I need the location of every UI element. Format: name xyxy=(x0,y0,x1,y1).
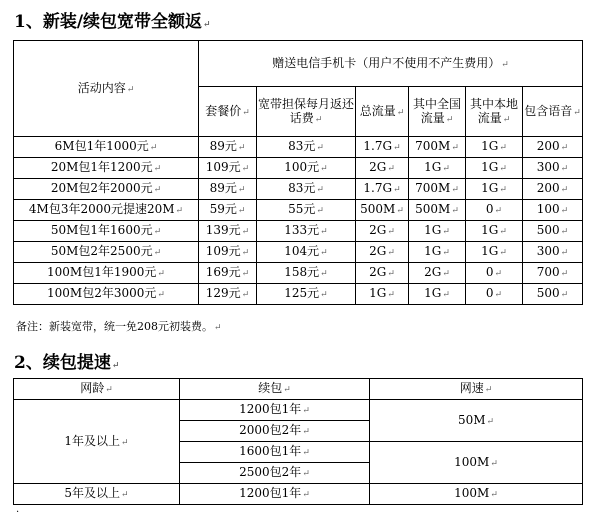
col-header-price: 套餐价↵ xyxy=(199,87,257,137)
cell-activity: 20M包1年1200元↵ xyxy=(14,158,199,179)
cell-total: 2G↵ xyxy=(356,263,409,284)
cell-price: 109元↵ xyxy=(199,158,257,179)
cell-rebate: 133元↵ xyxy=(257,221,356,242)
cell-voice: 200↵ xyxy=(523,179,583,200)
cell-rebate: 83元↵ xyxy=(257,137,356,158)
col-header-total: 总流量↵ xyxy=(356,87,409,137)
table-row xyxy=(14,284,583,305)
cell-voice: 500↵ xyxy=(523,284,583,305)
col-header-voice: 包含语音↵ xyxy=(523,87,583,137)
header-renewal: 续包↵ xyxy=(180,379,370,400)
cell-local: 1G↵ xyxy=(466,137,523,158)
cell-local: 1G↵ xyxy=(466,158,523,179)
cell-total: 500M↵ xyxy=(356,200,409,221)
cell-local: 1G↵ xyxy=(466,242,523,263)
cell-activity: 50M包2年2500元↵ xyxy=(14,242,199,263)
cell-national: 1G↵ xyxy=(409,221,466,242)
table-row xyxy=(14,221,583,242)
cell-price: 89元↵ xyxy=(199,137,257,158)
cell-total: 1.7G↵ xyxy=(356,179,409,200)
table-row xyxy=(14,200,583,221)
cell-local: 0↵ xyxy=(466,284,523,305)
cell-package: 1200包1年↵ xyxy=(180,484,370,505)
table-row xyxy=(14,263,583,284)
cell-total: 2G↵ xyxy=(356,242,409,263)
cell-price: 89元↵ xyxy=(199,179,257,200)
cell-local: 1G↵ xyxy=(466,221,523,242)
cell-price: 169元↵ xyxy=(199,263,257,284)
cell-voice: 300↵ xyxy=(523,242,583,263)
table-row xyxy=(14,242,583,263)
cell-national: 1G↵ xyxy=(409,158,466,179)
cell-voice: 500↵ xyxy=(523,221,583,242)
cell-activity: 4M包3年2000元提速20M↵ xyxy=(14,200,199,221)
table-row xyxy=(14,158,583,179)
col-header-rebate: 宽带担保每月返还话费↵ xyxy=(257,87,356,137)
cell-national: 2G↵ xyxy=(409,263,466,284)
cell-package: 1600包1年↵ xyxy=(180,442,370,463)
cell-total: 2G↵ xyxy=(356,158,409,179)
cell-rebate: 104元↵ xyxy=(257,242,356,263)
cell-age-group: 1年及以上↵ xyxy=(14,400,180,484)
cell-rebate: 83元↵ xyxy=(257,179,356,200)
cell-total: 2G↵ xyxy=(356,221,409,242)
cell-rebate: 100元↵ xyxy=(257,158,356,179)
cell-activity: 100M包1年1900元↵ xyxy=(14,263,199,284)
cell-price: 109元↵ xyxy=(199,242,257,263)
table-row xyxy=(14,137,583,158)
gift-header: 赠送电信手机卡（用户不使用不产生费用）↵ xyxy=(199,41,583,87)
cell-speed: 100M↵ xyxy=(370,484,583,505)
cell-rebate: 125元↵ xyxy=(257,284,356,305)
cell-activity: 6M包1年1000元↵ xyxy=(14,137,199,158)
section-2-title: 2、续包提速↵ xyxy=(14,353,120,373)
cell-national: 500M↵ xyxy=(409,200,466,221)
cell-activity: 100M包2年3000元↵ xyxy=(14,284,199,305)
renewal-speed-table xyxy=(13,378,583,505)
cell-local: 0↵ xyxy=(466,200,523,221)
cell-national: 1G↵ xyxy=(409,242,466,263)
cell-rebate: 158元↵ xyxy=(257,263,356,284)
cell-speed: 50M↵ xyxy=(370,400,583,442)
cell-rebate: 55元↵ xyxy=(257,200,356,221)
cell-package: 1200包1年↵ xyxy=(180,400,370,421)
col-header-national: 其中全国流量↵ xyxy=(409,87,466,137)
cell-price: 59元↵ xyxy=(199,200,257,221)
cell-package: 2000包2年↵ xyxy=(180,421,370,442)
header-speed: 网速↵ xyxy=(370,379,583,400)
section-1-title: 1、新装/续包宽带全额返↵ xyxy=(14,12,211,32)
cell-activity: 20M包2年2000元↵ xyxy=(14,179,199,200)
cell-total: 1G↵ xyxy=(356,284,409,305)
col-header-local: 其中本地流量↵ xyxy=(466,87,523,137)
cell-age-group: 5年及以上↵ xyxy=(14,484,180,505)
full-rebate-table xyxy=(13,40,583,305)
cell-voice: 200↵ xyxy=(523,137,583,158)
cell-total: 1.7G↵ xyxy=(356,137,409,158)
cell-national: 1G↵ xyxy=(409,284,466,305)
cell-voice: 700↵ xyxy=(523,263,583,284)
cell-voice: 300↵ xyxy=(523,158,583,179)
cell-package: 2500包2年↵ xyxy=(180,463,370,484)
cell-national: 700M↵ xyxy=(409,179,466,200)
header-network-age: 网龄↵ xyxy=(14,379,180,400)
cell-local: 0↵ xyxy=(466,263,523,284)
cell-voice: 100↵ xyxy=(523,200,583,221)
cell-price: 139元↵ xyxy=(199,221,257,242)
cell-activity: 50M包1年1600元↵ xyxy=(14,221,199,242)
cell-local: 1G↵ xyxy=(466,179,523,200)
cell-price: 129元↵ xyxy=(199,284,257,305)
activity-header: 活动内容↵ xyxy=(14,41,199,137)
cell-national: 700M↵ xyxy=(409,137,466,158)
table-row xyxy=(14,179,583,200)
cell-speed: 100M↵ xyxy=(370,442,583,484)
install-fee-note: 备注：新装宽带，统一免208元初装费。↵ xyxy=(16,320,222,333)
trailing-paragraph-mark: . xyxy=(16,504,20,515)
